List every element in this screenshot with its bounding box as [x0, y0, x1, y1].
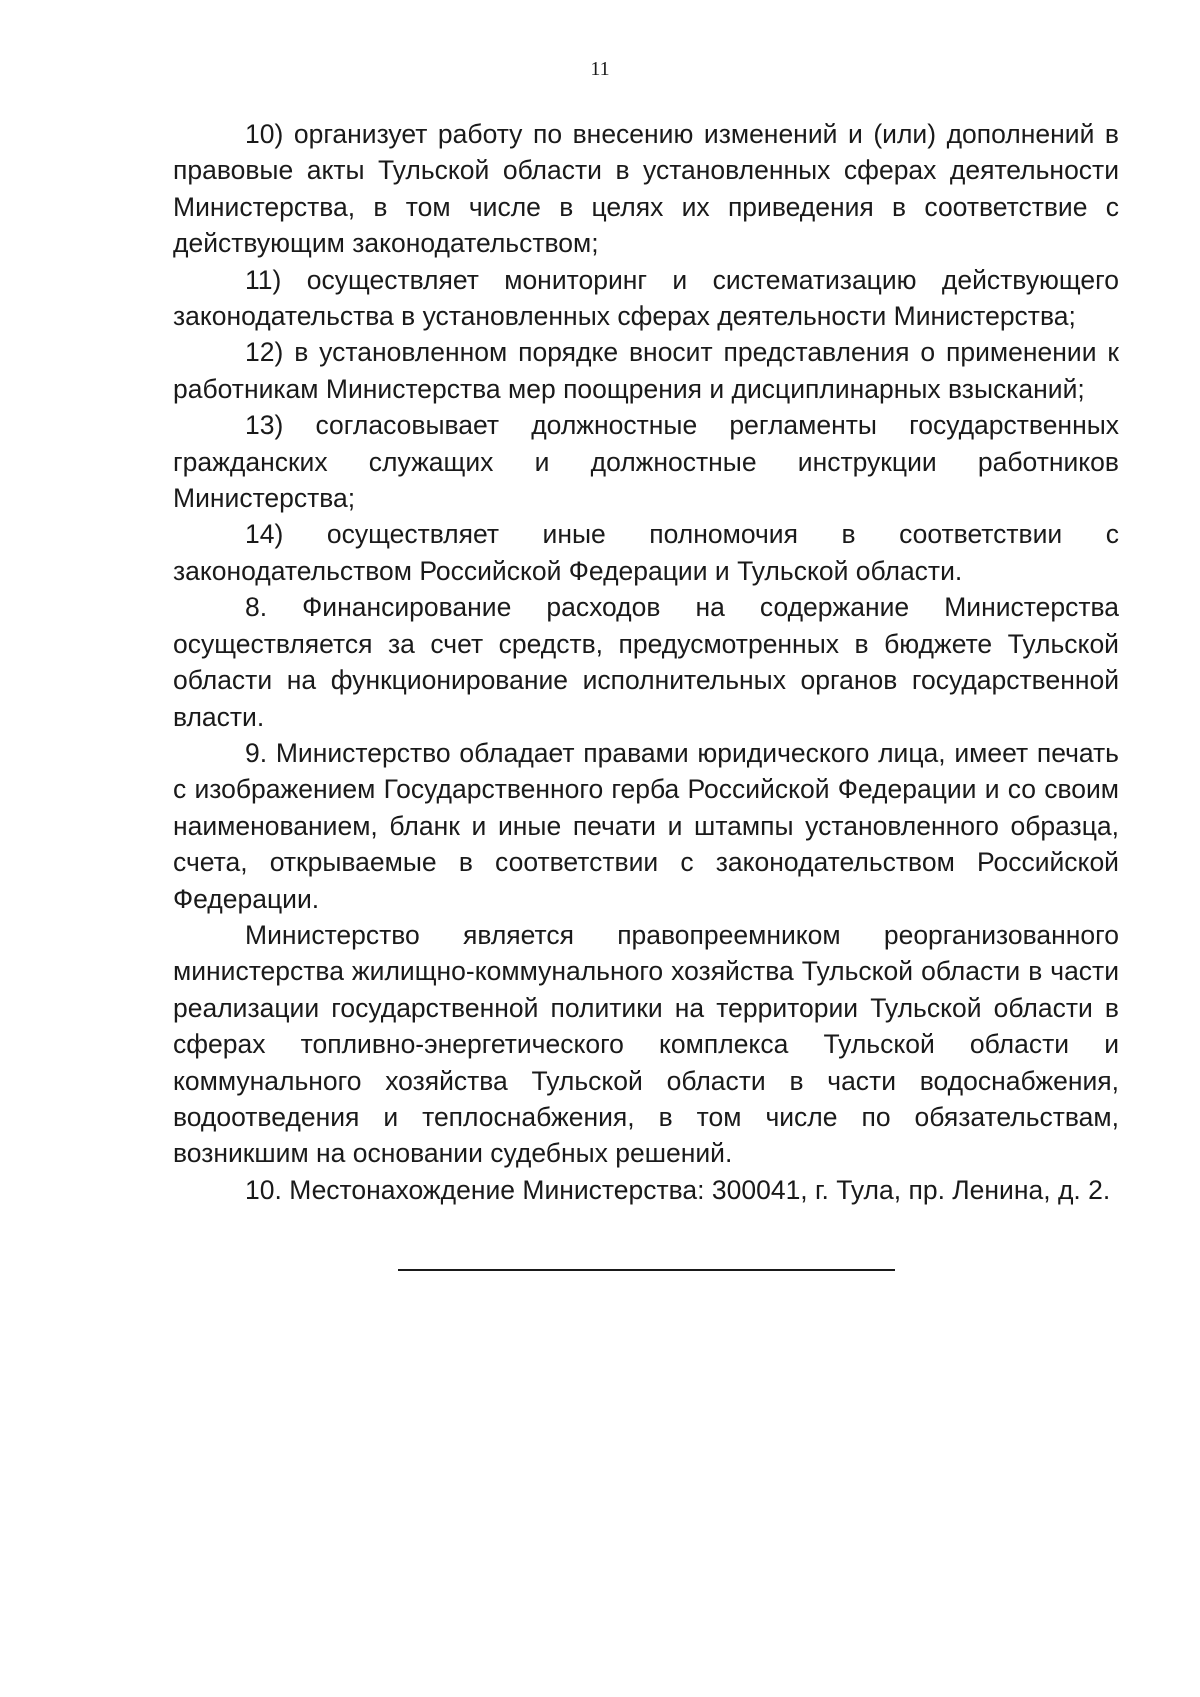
document-body	[173, 116, 1119, 1208]
paragraph-item-14: 14) осуществляет иные полномочия в соответствии с законодательством Российской Федерации и Тульской области.	[173, 519, 1119, 586]
paragraph-item-12: 12) в установленном порядке вносит представления о применении к работникам Министерства мер поощрения и дисциплинарных взысканий;	[173, 337, 1119, 404]
paragraph-section-10-location: 10. Местонахождение Министерства: 300041, г. Тула, пр. Ленина, д. 2.	[245, 1174, 1111, 1205]
closing-divider	[398, 1269, 895, 1271]
paragraph-item-11: 11) осуществляет мониторинг и систематизацию действующего законодательства в установленных сферах деятельности Министерства;	[173, 264, 1119, 332]
paragraph-successor: Министерство является правопреемником реорганизованного министерства жилищно-коммунального хозяйства Тульской области в части реализации государственной политики на территории Тульской области в сферах топливно-энергетического комплекса Тульской области и коммунального хозяйства Тульской области в части водоснабжения, водоотведения и теплоснабжения, в том числе по обязательствам, возникшим на основании судебных решений.	[173, 919, 1119, 1169]
paragraph-item-13: 13) согласовывает должностные регламенты государственных гражданских служащих и должностные инструкции работников Министерства;	[173, 410, 1119, 514]
page-number: 11	[590, 58, 610, 80]
paragraph-section-9-legal-entity: 9. Министерство обладает правами юридического лица, имеет печать с изображением Государственного герба Российской Федерации и со своим наименованием, бланк и иные печати и штампы установленного образца, счета, открываемые в соответствии с законодательством Российской Федерации.	[173, 737, 1119, 914]
paragraph-section-8-financing: 8. Финансирование расходов на содержание Министерства осуществляется за счет средств, предусмотренных в бюджете Тульской области на функционирование исполнительных органов государственной власти.	[173, 592, 1119, 732]
paragraph-item-10: 10) организует работу по внесению изменений и (или) дополнений в правовые акты Тульской области в установленных сферах деятельности Министерства, в том числе в целях их приведения в соответствие с действующим законодательством;	[173, 119, 1119, 259]
